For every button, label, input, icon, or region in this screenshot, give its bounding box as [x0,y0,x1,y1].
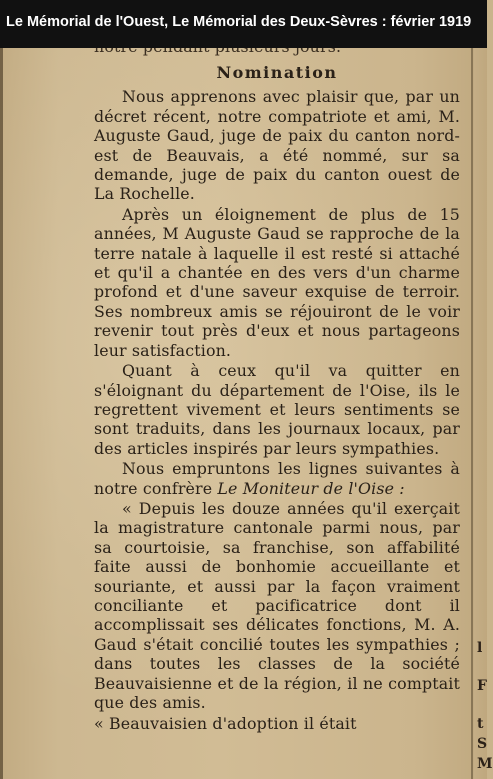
adjacent-column-fragment: M [477,756,493,772]
adjacent-column-fragment: F [477,678,487,694]
adjacent-column-fragment: l [477,640,483,656]
quote-introduction [94,459,460,498]
document-title: Le Mémorial de l'Ouest, Le Mémorial des Deux-Sèvres : février 1919 [6,14,472,30]
article-paragraph: Nous apprenons avec plaisir que, par un décret récent, notre compatriote et ami, M. Auguste Gaud, juge de paix du canton nord-est de Beauvais, a été nommé, sur sa demande, juge de paix du canton ouest de La Rochelle. [94,87,460,204]
document-title-bar [0,0,487,48]
article-heading: Nomination [216,63,338,82]
quote-source-title: Le Moniteur de l'Oise : [217,478,405,498]
adjacent-column-fragment: t [477,716,484,732]
article-quote: « Depuis les douze années qu'il exerçait la magistrature cantonale parmi nous, par sa courtoisie, sa franchise, son affabilité faite aussi de bonhomie accueillante et souriante, et aussi par la façon vraiment conciliante et pacificatrice dont il accomplissait ses délicates fonctions, M. A. Gaud s'était concilié toutes les sympathies ; dans toutes les classes de la société Beauvaisienne et de la région, il ne comptait que des amis. [94,498,460,712]
right-column-rule [471,48,473,779]
adjacent-column-fragment: S [477,736,488,752]
article-paragraph: Quant à ceux qu'il va quitter en s'éloignant du département de l'Oise, ils le regrettent vivement et leurs sentiments se sont traduits, dans les journaux locaux, par des articles inspirés par leurs sympathies. [94,361,460,458]
newspaper-scan [0,48,493,779]
article-paragraph: Après un éloignement de plus de 15 années, M Auguste Gaud se rapproche de la terre natale à laquelle il est resté si attaché et qu'il a chantée en des vers d'un charme profond et d'une saveur exquise de terroir. Ses nombreux amis se réjouiront de le voir revenir tout près d'eux et nous partageons leur satisfaction. [94,204,460,360]
adjacent-column-edge [474,48,493,779]
quote-intro-text: Nous empruntons les lignes suivantes à notre confrère [94,459,460,498]
article-column [94,48,460,734]
cut-off-next-line: « Beauvaisien d'adoption il était [94,714,357,734]
left-column-rule [0,48,3,779]
